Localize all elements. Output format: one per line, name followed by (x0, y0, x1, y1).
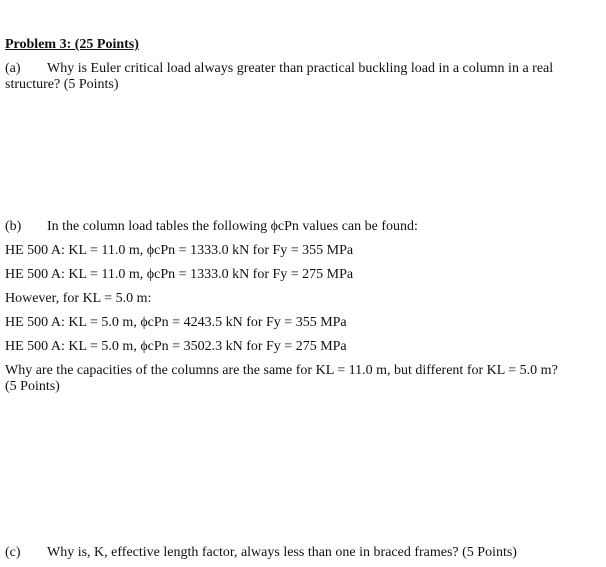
part-b-row4: HE 500 A: KL = 5.0 m, ϕcPn = 3502.3 kN for Fy = 275 MPa (5, 339, 347, 354)
part-b-however: However, for KL = 5.0 m: (5, 291, 152, 306)
part-c-question: Why is, K, effective length factor, always less than one in braced frames? (5 Points) (47, 545, 517, 560)
part-b-row3: HE 500 A: KL = 5.0 m, ϕcPn = 4243.5 kN for Fy = 355 MPa (5, 315, 347, 330)
part-c-line (5, 545, 517, 561)
part-b-intro-line (5, 219, 418, 235)
part-a-line2: structure? (5 Points) (5, 77, 119, 92)
problem-title: Problem 3: (25 Points) (5, 37, 139, 52)
part-a-line1 (5, 61, 553, 77)
part-c-label: (c) (5, 545, 21, 560)
part-b-question-line2: (5 Points) (5, 379, 60, 394)
part-b-row1: HE 500 A: KL = 11.0 m, ϕcPn = 1333.0 kN for Fy = 355 MPa (5, 243, 354, 258)
part-b-question-line1: Why are the capacities of the columns are the same for KL = 11.0 m, but different for KL = 5.0 m? (5, 363, 558, 378)
part-a-question: Why is Euler critical load always greater than practical buckling load in a column in a real (47, 61, 554, 76)
part-b-row2: HE 500 A: KL = 11.0 m, ϕcPn = 1333.0 kN for Fy = 275 MPa (5, 267, 354, 282)
part-b-label: (b) (5, 219, 22, 234)
part-b-intro: In the column load tables the following ϕcPn values can be found: (47, 219, 418, 234)
part-a-label: (a) (5, 61, 21, 76)
